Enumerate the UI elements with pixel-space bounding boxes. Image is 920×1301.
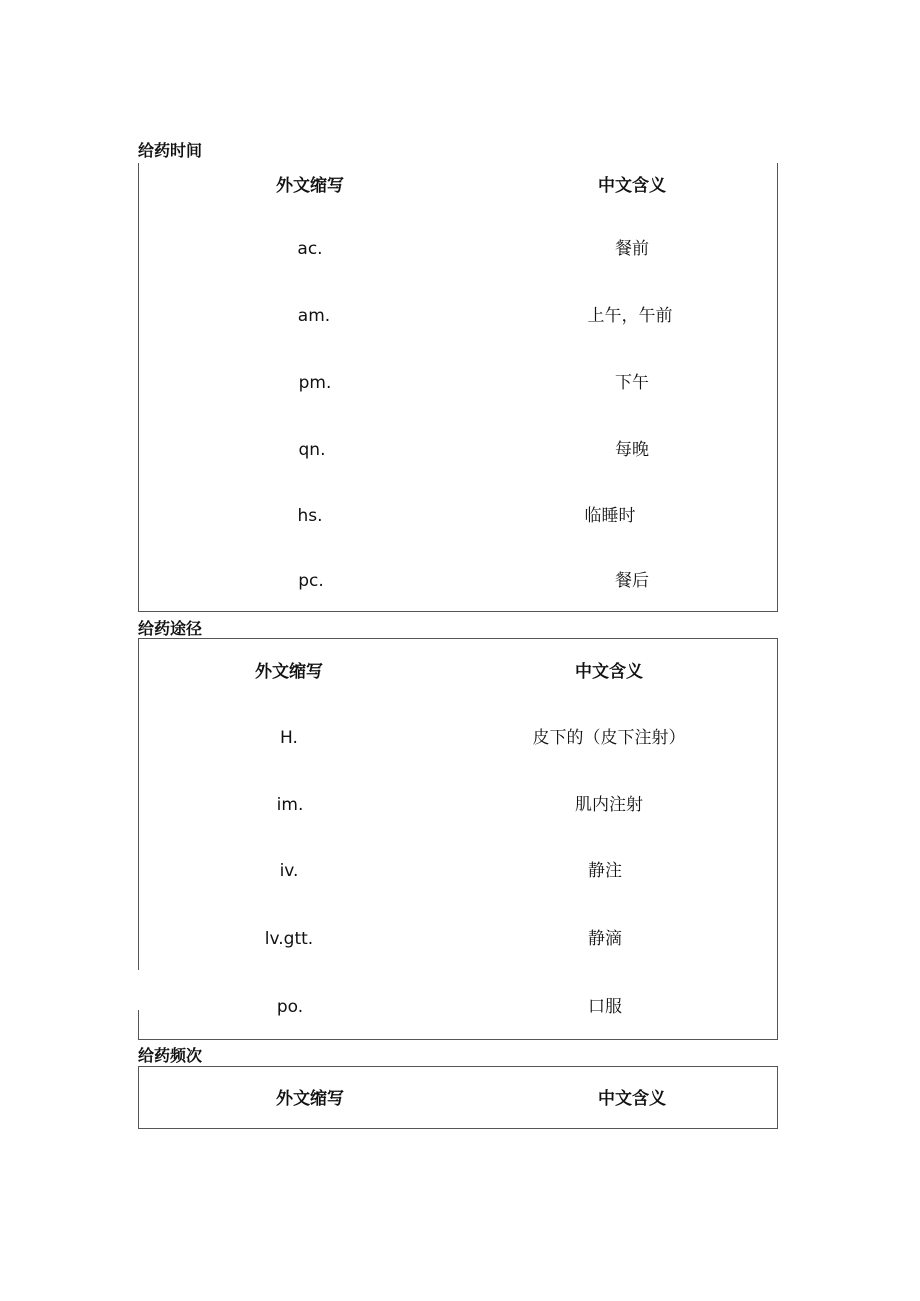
table-cell-abbr: pm.	[298, 373, 332, 393]
table-cell-meaning: 皮下的（皮下注射）	[532, 728, 686, 748]
table-administration-time	[138, 163, 778, 612]
table-cell-meaning: 肌内注射	[575, 795, 643, 815]
table-cell-meaning: 下午	[615, 373, 649, 393]
table-cell-abbr: qn.	[298, 440, 326, 460]
table-cell-meaning: 每晚	[615, 440, 649, 460]
table-cell-abbr: lv.gtt.	[264, 929, 314, 949]
table-cell-abbr: H.	[280, 728, 298, 748]
table-header-meaning: 中文含义	[575, 662, 643, 682]
table-cell-meaning: 餐后	[615, 571, 649, 591]
table-header-meaning: 中文含义	[598, 1089, 666, 1109]
table-border-gap	[138, 970, 139, 1010]
table-administration-frequency	[138, 1066, 778, 1129]
table-cell-meaning: 上午，午前	[587, 306, 673, 326]
table-cell-abbr: ac.	[297, 239, 323, 259]
table-header-abbr: 外文缩写	[255, 662, 323, 682]
table-header-meaning: 中文含义	[598, 176, 666, 196]
table-cell-abbr: am.	[297, 306, 331, 326]
section-title-administration-route: 给药途径	[138, 619, 203, 638]
table-header-abbr: 外文缩写	[276, 1089, 344, 1109]
table-administration-route	[138, 638, 778, 1040]
table-cell-meaning: 临睡时	[584, 506, 636, 526]
section-title-administration-frequency: 给药频次	[138, 1046, 203, 1065]
table-cell-abbr: pc.	[298, 571, 324, 591]
table-cell-meaning: 餐前	[615, 239, 649, 259]
table-cell-abbr: hs.	[297, 506, 323, 526]
table-cell-meaning: 口服	[588, 997, 622, 1017]
table-cell-abbr: iv.	[279, 861, 299, 881]
table-cell-meaning: 静注	[588, 861, 622, 881]
table-header-abbr: 外文缩写	[276, 176, 344, 196]
section-title-administration-time: 给药时间	[138, 141, 203, 160]
table-cell-abbr: po.	[276, 997, 304, 1017]
table-cell-abbr: im.	[276, 795, 304, 815]
table-cell-meaning: 静滴	[588, 929, 622, 949]
